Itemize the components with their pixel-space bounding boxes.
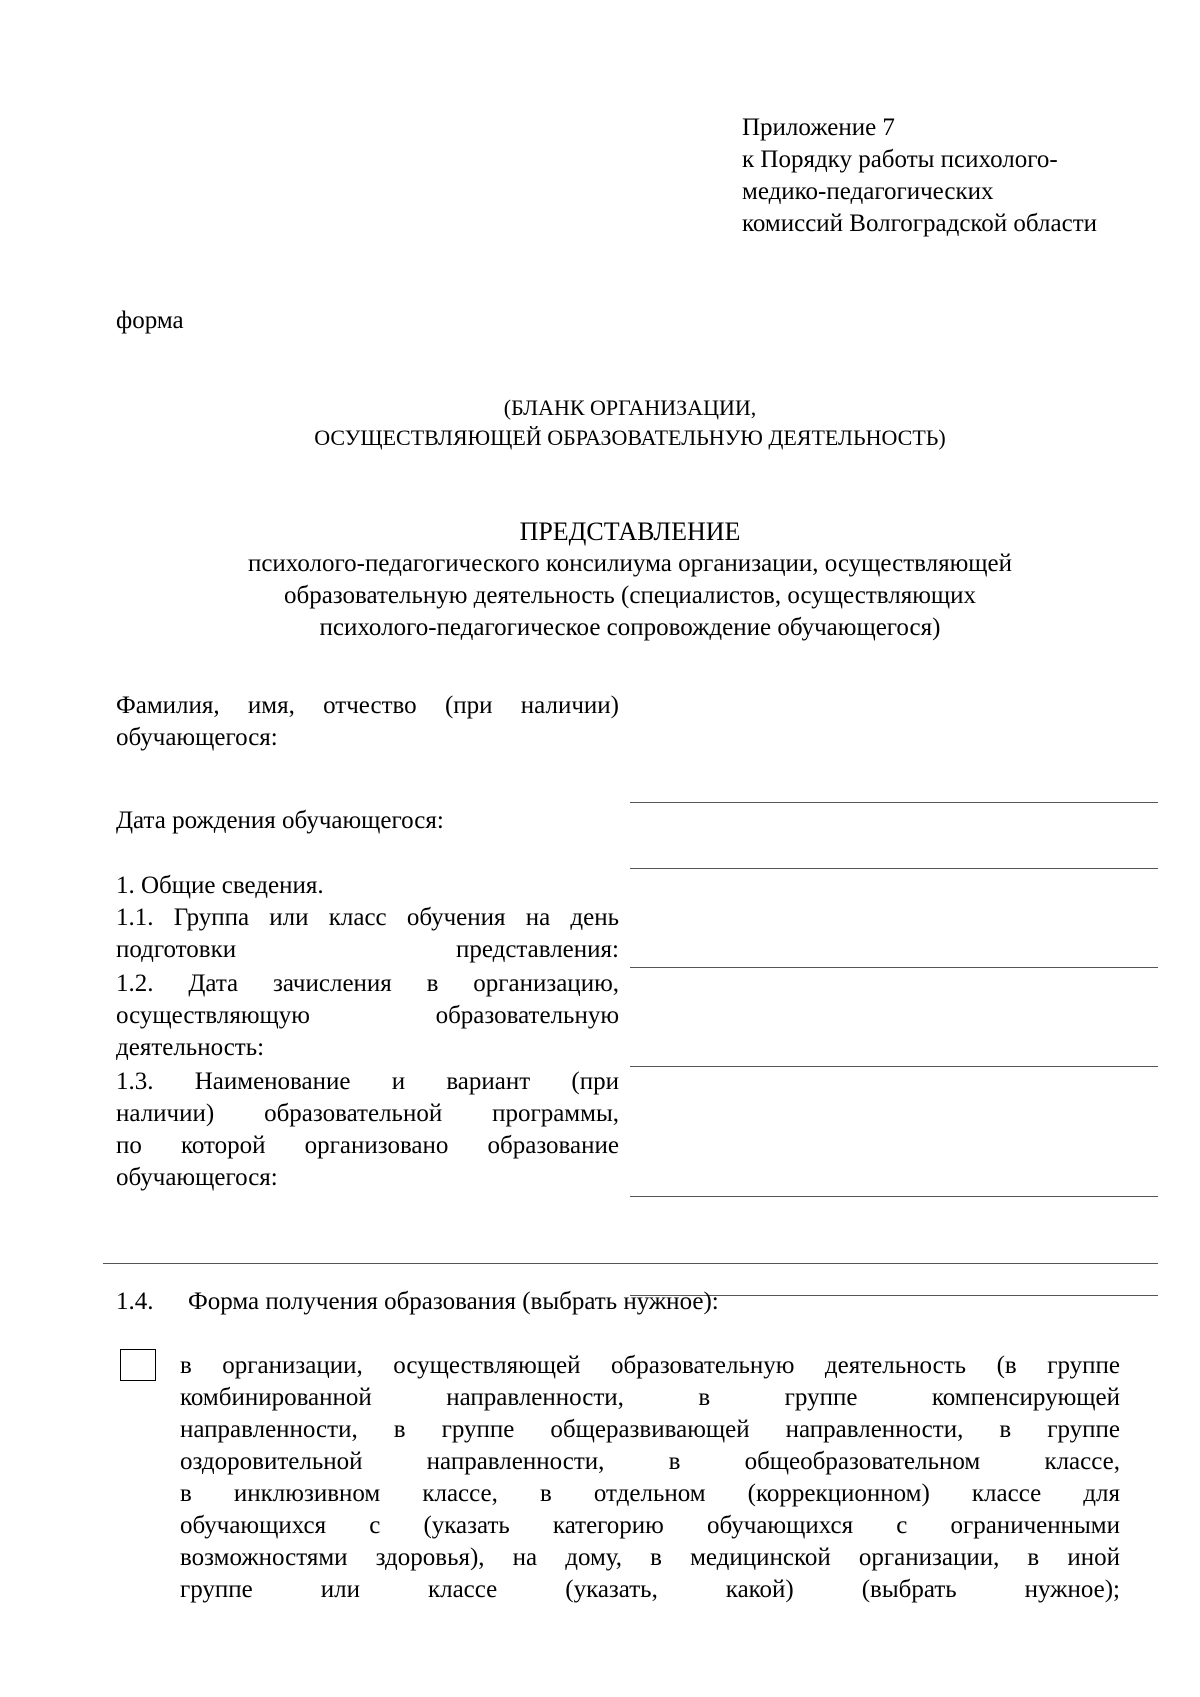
appendix-line: к Порядку работы психолого- [742,146,1058,173]
appendix-line: Приложение 7 [742,114,895,141]
full-name-input-line[interactable] [630,802,1158,803]
option-line: возможностями здоровья), на дому, в медицинской организации, в иной [180,1544,1120,1571]
document-heading [0,516,1200,644]
education-form-option-text [180,1350,1120,1606]
option-line: комбинированной направленности, в группе компенсирующей [180,1384,1120,1411]
label-line: Фамилия, имя, отчество (при наличии) [116,692,619,719]
option-line: в организации, осуществляющей образовательную деятельность (в группе [180,1352,1120,1379]
label-line: обучающегося: [116,1164,278,1191]
item-1-3-continuation-line[interactable] [103,1263,1158,1264]
form-label: форма [116,307,184,334]
item-1-1-label [116,902,619,966]
birth-date-label: Дата рождения обучающегося: [116,807,444,834]
item-1-2-input-line[interactable] [630,1066,1158,1067]
appendix-line: медико-педагогических [742,178,994,205]
label-line: подготовки представления: [116,936,619,963]
option-line: оздоровительной направленности, в общеобразовательном классе, [180,1448,1120,1475]
document-subtitle-line: образовательную деятельность (специалистов, осуществляющих [283,582,977,609]
item-text: Форма получения образования (выбрать нужное): [188,1288,719,1315]
appendix-note [742,112,1097,240]
label-line: 1.1. Группа или класс обучения на день [116,904,619,931]
label-line: 1.2. Дата зачисления в организацию, [116,970,619,997]
option-line: направленности, в группе общеразвивающей направленности, в группе [180,1416,1120,1443]
letterhead-line: ОСУЩЕСТВЛЯЮЩЕЙ ОБРАЗОВАТЕЛЬНУЮ ДЕЯТЕЛЬНОСТЬ) [314,425,946,450]
document-title: ПРЕДСТАВЛЕНИЕ [519,517,741,546]
option-line: обучающихся с (указать категорию обучающихся с ограниченными [180,1512,1120,1539]
full-name-label [116,690,619,754]
general-info-heading: 1. Общие сведения. [116,872,324,899]
option-line: в инклюзивном классе, в отдельном (коррекционном) классе для [180,1480,1120,1507]
document-subtitle-line: психолого-педагогического консилиума организации, осуществляющей [247,550,1013,577]
label-line: деятельность: [116,1034,265,1061]
label-line: осуществляющую образовательную [116,1002,619,1029]
item-1-3-label [116,1066,619,1194]
appendix-line: комиссий Волгоградской области [742,210,1097,237]
letterhead-placeholder [0,393,1200,453]
letterhead-line: (БЛАНК ОРГАНИЗАЦИИ, [503,395,757,420]
item-1-3-input-line[interactable] [630,1196,1158,1197]
label-line: обучающегося: [116,724,278,751]
label-line: по которой организовано образование [116,1132,619,1159]
label-line: наличии) образовательной программы, [116,1100,619,1127]
education-form-checkbox[interactable] [120,1349,156,1381]
item-1-4-label [116,1286,719,1318]
label-line: 1.3. Наименование и вариант (при [116,1068,619,1095]
birth-date-input-line[interactable] [630,868,1158,869]
option-line: группе или классе (указать, какой) (выбрать нужное); [180,1576,1120,1603]
document-subtitle-line: психолого-педагогическое сопровождение обучающегося) [319,614,941,641]
item-number: 1.4. [116,1288,154,1315]
item-1-2-label [116,968,619,1064]
item-1-1-input-line[interactable] [630,967,1158,968]
